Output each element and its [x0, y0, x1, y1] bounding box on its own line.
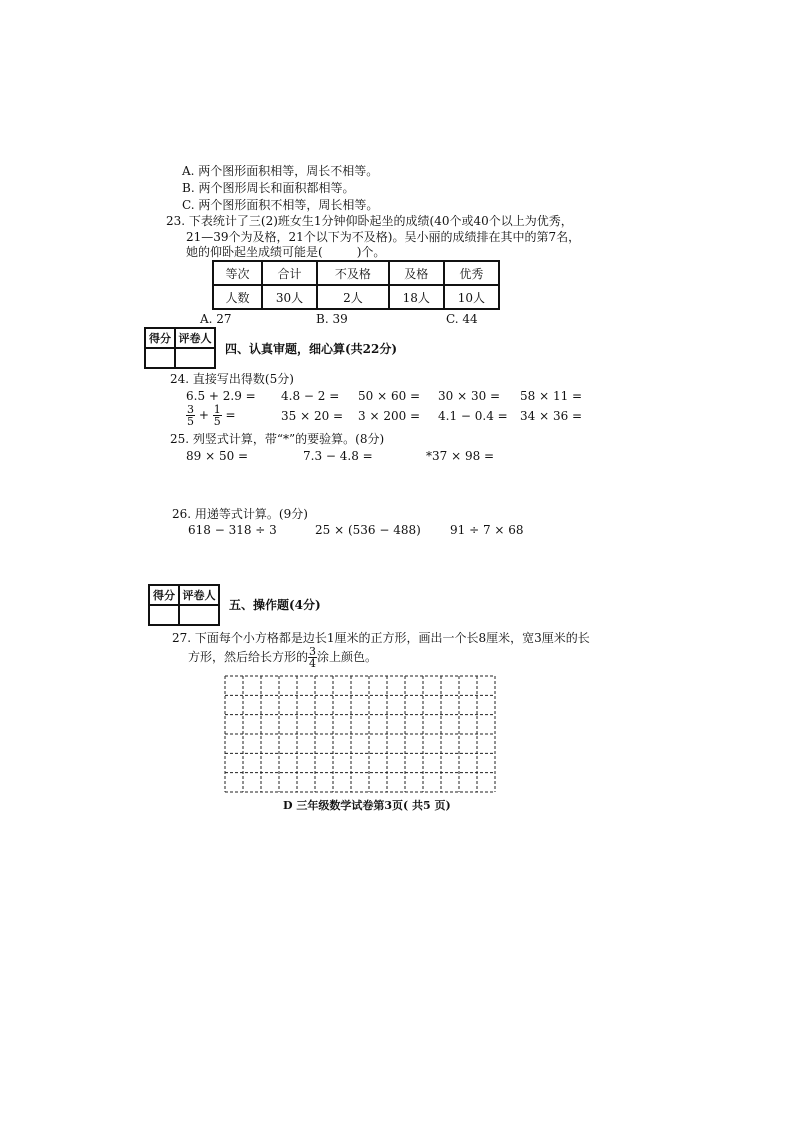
- q24-item: 58 × 11 =: [520, 389, 583, 403]
- section5-title: 五、操作题(4分): [229, 598, 321, 612]
- fraction-three-quarters: $\frac{3}{4}$: [309, 645, 317, 670]
- plus-sign: +: [198, 408, 209, 422]
- q26-item: 25 × (536 − 488): [315, 523, 421, 537]
- table-header-cell: 及格: [389, 261, 444, 285]
- table-header-cell: 合计: [262, 261, 317, 285]
- q25-item: 7.3 − 4.8 =: [303, 449, 373, 463]
- q27-line2-before: 方形，然后给长方形的: [188, 650, 309, 664]
- table-row: [213, 285, 499, 309]
- q25-title: 25. 列竖式计算，带“*”的要验算。(8分): [170, 432, 385, 446]
- score-label: 得分: [145, 328, 175, 348]
- q24-item: 6.5 + 2.9 =: [186, 389, 256, 403]
- q24-item: 50 × 60 =: [358, 389, 421, 403]
- score-box-section5: [148, 584, 220, 626]
- page-footer: D 三年级数学试卷第3页( 共5 页): [283, 799, 451, 812]
- drawing-grid[interactable]: [224, 675, 496, 793]
- fraction-three-fifths: $\frac{3}{5}$: [187, 403, 194, 428]
- section4-title: 四、认真审题，细心算(共22分): [225, 342, 398, 356]
- q27-line2-after: 涂上颜色。: [317, 650, 378, 664]
- q23-line3-after: )个。: [356, 245, 386, 259]
- table-cell: 30人: [262, 285, 317, 309]
- equals-sign: =: [225, 408, 236, 422]
- score-cell[interactable]: [145, 348, 175, 368]
- score-label: 得分: [149, 585, 179, 605]
- table-header-cell: 等次: [213, 261, 262, 285]
- q26-title: 26. 用递等式计算。(9分): [172, 507, 308, 521]
- q23-line2: 21—39个为及格，21个以下为不及格)。吴小丽的成绩排在其中的第7名，: [186, 230, 581, 244]
- q25-item: *37 × 98 =: [426, 449, 495, 463]
- q24-item: 34 × 36 =: [520, 409, 583, 423]
- q24-title: 24. 直接写出得数(5分): [170, 372, 294, 386]
- grader-cell[interactable]: [175, 348, 215, 368]
- q24-item: 30 × 30 =: [438, 389, 501, 403]
- grader-cell[interactable]: [179, 605, 219, 625]
- table-cell: 10人: [444, 285, 499, 309]
- q23-option-b: B. 39: [316, 312, 348, 326]
- table-header-cell: 不及格: [317, 261, 389, 285]
- score-box-section4: [144, 327, 216, 369]
- table-cell: 人数: [213, 285, 262, 309]
- q23-option-a: A. 27: [200, 312, 232, 326]
- q24-fraction-sum: [186, 403, 236, 427]
- q23-line3: [186, 244, 385, 260]
- q24-item: 35 × 20 =: [281, 409, 344, 423]
- q26-item: 618 − 318 ÷ 3: [188, 523, 277, 537]
- q25-item: 89 × 50 =: [186, 449, 249, 463]
- q23-line3-before: 她的仰卧起坐成绩可能是(: [186, 245, 323, 259]
- q22-option-b: B. 两个图形周长和面积都相等。: [182, 181, 355, 195]
- q26-item: 91 ÷ 7 × 68: [450, 523, 524, 537]
- q24-item: 3 × 200 =: [358, 409, 421, 423]
- fraction-one-fifth: $\frac{1}{5}$: [213, 403, 221, 428]
- q24-item: 4.8 − 2 =: [281, 389, 340, 403]
- q23-line1: 23. 下表统计了三(2)班女生1分钟仰卧起坐的成绩(40个或40个以上为优秀，: [166, 214, 573, 228]
- grader-label: 评卷人: [179, 585, 219, 605]
- grade-stats-table: [212, 260, 500, 310]
- table-header-cell: 优秀: [444, 261, 499, 285]
- q22-option-c: C. 两个图形面积不相等，周长相等。: [182, 198, 379, 212]
- q23-option-c: C. 44: [446, 312, 478, 326]
- table-cell: 2人: [317, 285, 389, 309]
- table-header-row: [213, 261, 499, 285]
- q27-line2: [188, 645, 377, 669]
- grader-label: 评卷人: [175, 328, 215, 348]
- q24-item: 4.1 − 0.4 =: [438, 409, 508, 423]
- score-cell[interactable]: [149, 605, 179, 625]
- table-cell: 18人: [389, 285, 444, 309]
- q22-option-a: A. 两个图形面积相等，周长不相等。: [182, 164, 379, 178]
- q27-line1: 27. 下面每个小方格都是边长1厘米的正方形，画出一个长8厘米，宽3厘米的长: [172, 631, 590, 645]
